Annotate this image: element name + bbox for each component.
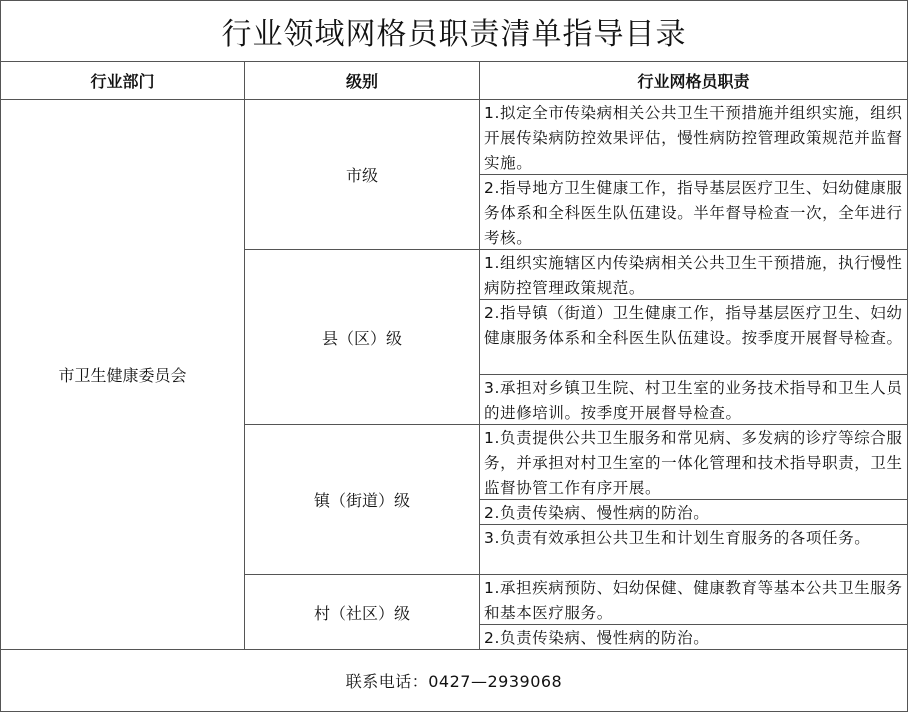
level-cell-village: 村（社区）级: [244, 574, 480, 650]
duty-text: 2.负责传染病、慢性病的防治。: [484, 504, 710, 522]
duty-table: [0, 61, 908, 712]
duty-item: [479, 249, 908, 300]
duty-text: 2.指导镇（街道）卫生健康工作，指导基层医疗卫生、妇幼健康服务体系和全科医生队伍建设。按季度开展督导检查。: [484, 304, 903, 347]
duty-item: [479, 624, 908, 650]
duty-item: [479, 524, 908, 575]
duty-item: [479, 499, 908, 525]
duty-item: [479, 174, 908, 250]
level-cell-town: 镇（街道）级: [244, 424, 480, 575]
duty-text: 1.负责提供公共卫生服务和常见病、多发病的诊疗等综合服务，并承担对村卫生室的一体化管理和技术指导职责，卫生监督协管工作有序开展。: [484, 429, 903, 497]
duty-text: 1.组织实施辖区内传染病相关公共卫生干预措施，执行慢性病防控管理政策规范。: [484, 254, 903, 297]
page-title: 行业领域网格员职责清单指导目录: [221, 17, 687, 52]
duty-text: 1.承担疾病预防、妇幼保健、健康教育等基本公共卫生服务和基本医疗服务。: [484, 579, 903, 622]
level-cell-county: 县（区）级: [244, 249, 480, 425]
duty-item: [479, 424, 908, 500]
duty-text: 1.拟定全市传染病相关公共卫生干预措施并组织实施，组织开展传染病防控效果评估，慢性病防控管理政策规范并监督实施。: [484, 104, 903, 172]
duty-item: [479, 574, 908, 625]
duty-item: [479, 374, 908, 425]
header-level: 级别: [244, 61, 480, 100]
department-cell: 市卫生健康委员会: [0, 99, 245, 650]
level-cell-city: 市级: [244, 99, 480, 250]
duty-item: [479, 99, 908, 175]
duty-text: 3.承担对乡镇卫生院、村卫生室的业务技术指导和卫生人员的进修培训。按季度开展督导检查。: [484, 379, 903, 422]
duty-text: 2.负责传染病、慢性病的防治。: [484, 629, 710, 647]
contact-phone: 联系电话：0427—2939068: [0, 649, 908, 712]
header-duties: 行业网格员职责: [479, 61, 908, 100]
duty-text: 2.指导地方卫生健康工作，指导基层医疗卫生、妇幼健康服务体系和全科医生队伍建设。半年督导检查一次，全年进行考核。: [484, 179, 903, 247]
duty-text: 3.负责有效承担公共卫生和计划生育服务的各项任务。: [484, 529, 871, 547]
header-department: 行业部门: [0, 61, 245, 100]
duty-item: [479, 299, 908, 375]
